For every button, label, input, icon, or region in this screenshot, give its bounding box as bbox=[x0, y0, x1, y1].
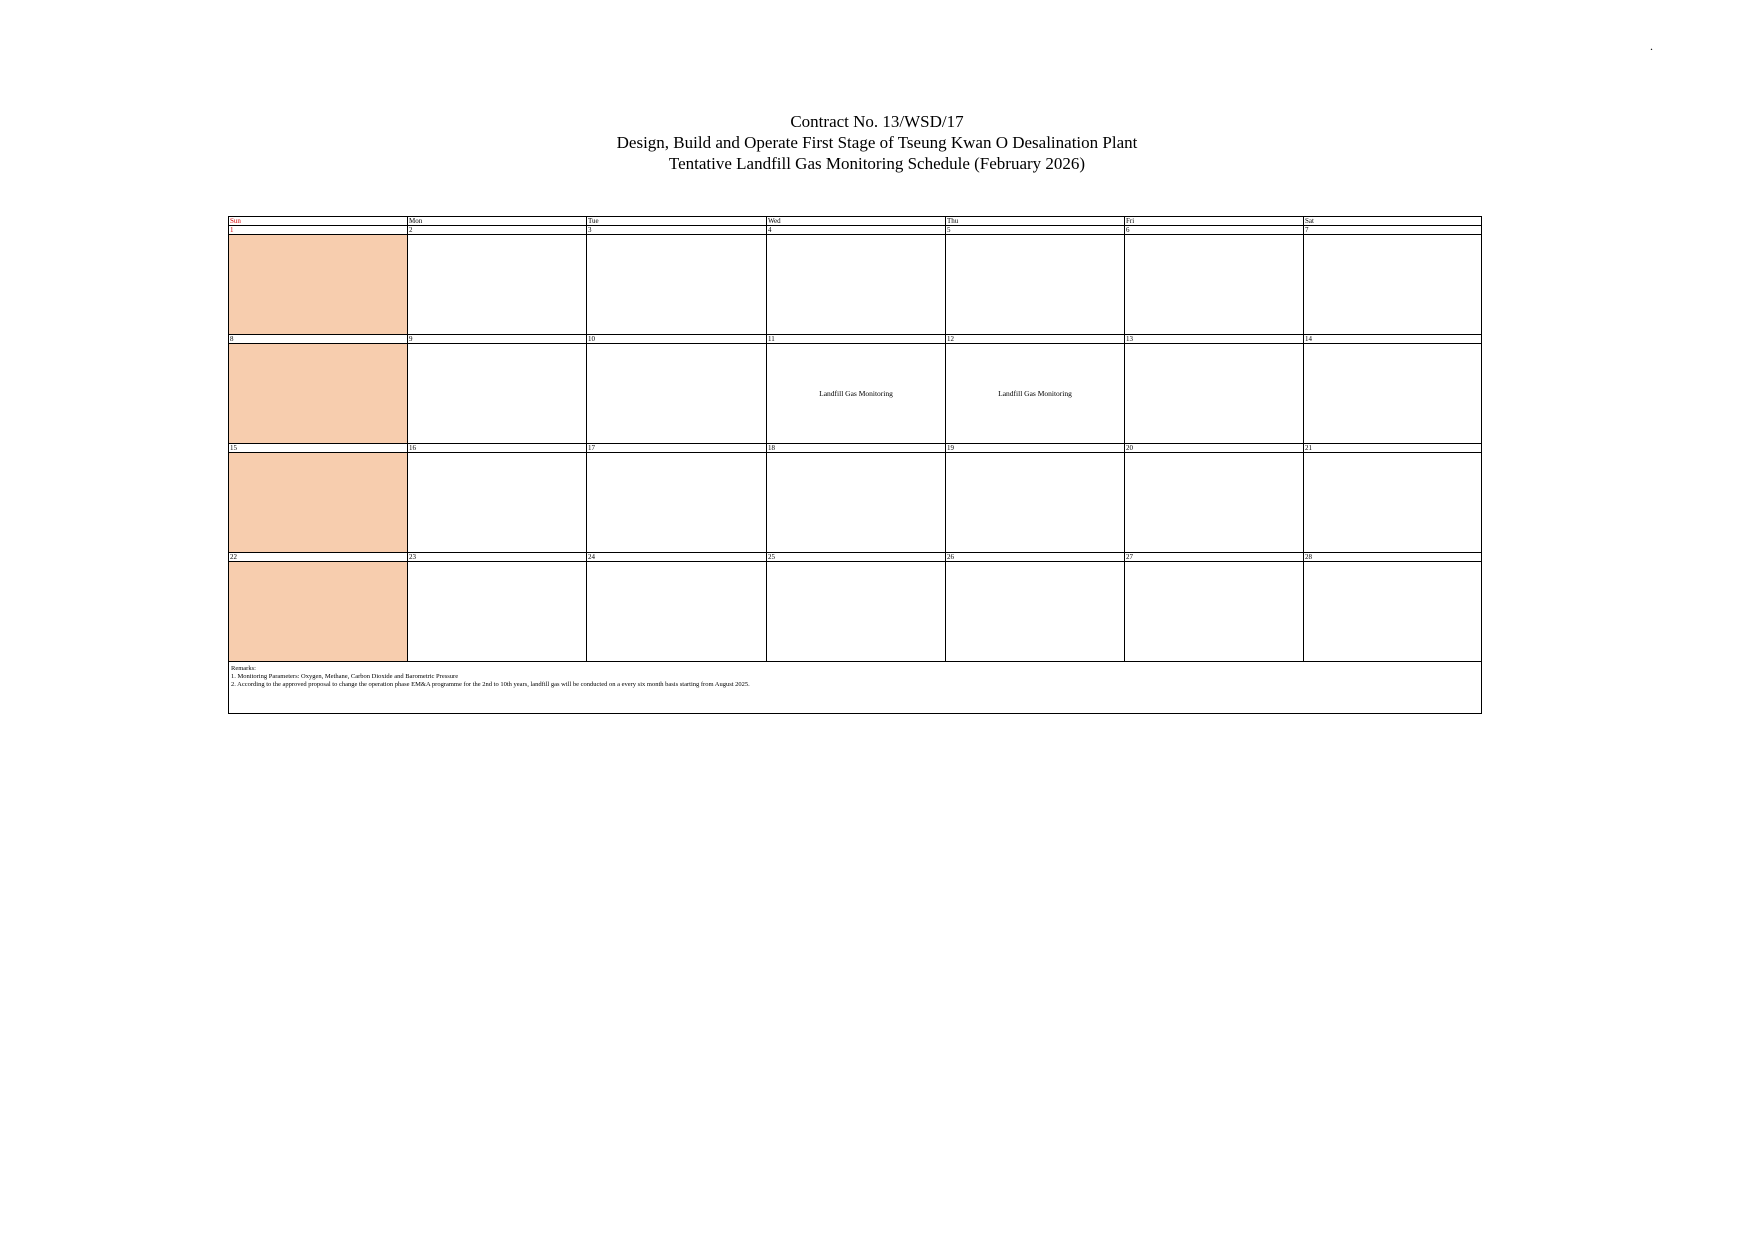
date-number: 27 bbox=[1125, 553, 1304, 562]
remarks-heading: Remarks: bbox=[231, 665, 256, 672]
monitoring-event: Landfill Gas Monitoring bbox=[946, 344, 1125, 444]
day-cell-row bbox=[229, 562, 1482, 662]
day-cell bbox=[587, 453, 767, 553]
day-cell-row bbox=[229, 453, 1482, 553]
day-cell bbox=[408, 453, 587, 553]
remarks-box bbox=[229, 662, 1482, 714]
date-number-row bbox=[229, 444, 1482, 453]
schedule-title: Tentative Landfill Gas Monitoring Schedule (February 2026) bbox=[668, 154, 1086, 173]
day-cell bbox=[587, 562, 767, 662]
weekday-header-row bbox=[229, 217, 1482, 226]
contract-number: Contract No. 13/WSD/17 bbox=[790, 112, 964, 131]
date-number: 16 bbox=[408, 444, 587, 453]
date-number: 6 bbox=[1125, 226, 1304, 235]
day-cell bbox=[946, 235, 1125, 335]
day-cell bbox=[1125, 562, 1304, 662]
date-number: 3 bbox=[587, 226, 767, 235]
weekday-header: Wed bbox=[767, 217, 946, 226]
date-number: 18 bbox=[767, 444, 946, 453]
weekday-header: Fri bbox=[1125, 217, 1304, 226]
date-number: 21 bbox=[1304, 444, 1482, 453]
day-cell bbox=[767, 562, 946, 662]
date-number-row bbox=[229, 335, 1482, 344]
sunday-cell bbox=[229, 235, 408, 335]
date-number: 24 bbox=[587, 553, 767, 562]
date-number: 2 bbox=[408, 226, 587, 235]
date-number: 17 bbox=[587, 444, 767, 453]
day-cell bbox=[587, 235, 767, 335]
date-number-row bbox=[229, 553, 1482, 562]
day-cell-row bbox=[229, 235, 1482, 335]
remark-item: 1. Monitoring Parameters: Oxygen, Methane, Carbon Dioxide and Barometric Pressure bbox=[231, 673, 459, 680]
day-cell bbox=[587, 344, 767, 444]
date-number: 23 bbox=[408, 553, 587, 562]
date-number: 26 bbox=[946, 553, 1125, 562]
date-number: 28 bbox=[1304, 553, 1482, 562]
project-name: Design, Build and Operate First Stage of Tseung Kwan O Desalination Plant bbox=[616, 133, 1138, 152]
date-number: 11 bbox=[767, 335, 946, 344]
day-cell bbox=[946, 562, 1125, 662]
date-number: 20 bbox=[1125, 444, 1304, 453]
day-cell bbox=[1304, 562, 1482, 662]
date-number-row bbox=[229, 226, 1482, 235]
date-number: 8 bbox=[229, 335, 408, 344]
date-number: 10 bbox=[587, 335, 767, 344]
day-cell bbox=[408, 562, 587, 662]
date-number: 13 bbox=[1125, 335, 1304, 344]
weekday-header: Thu bbox=[946, 217, 1125, 226]
weekday-header: Sat bbox=[1304, 217, 1482, 226]
day-cell bbox=[408, 235, 587, 335]
day-cell bbox=[946, 453, 1125, 553]
date-number: 15 bbox=[229, 444, 408, 453]
sunday-cell bbox=[229, 562, 408, 662]
document-title bbox=[0, 111, 1754, 174]
day-cell bbox=[408, 344, 587, 444]
remarks-row bbox=[229, 662, 1482, 714]
date-number: 4 bbox=[767, 226, 946, 235]
date-number: 22 bbox=[229, 553, 408, 562]
monitoring-event: Landfill Gas Monitoring bbox=[767, 344, 946, 444]
weekday-header: Sun bbox=[229, 217, 408, 226]
date-number: 12 bbox=[946, 335, 1125, 344]
day-cell bbox=[767, 235, 946, 335]
sunday-cell bbox=[229, 344, 408, 444]
remark-item: 2. According to the approved proposal to change the operation phase EM&A programme for the 2nd to 10th years, landfill gas will be conducted on a every six month basis starting from August 2025. bbox=[231, 681, 750, 688]
date-number: 14 bbox=[1304, 335, 1482, 344]
date-number: 5 bbox=[946, 226, 1125, 235]
day-cell bbox=[1304, 235, 1482, 335]
day-cell-row bbox=[229, 344, 1482, 444]
calendar-table bbox=[228, 216, 1482, 714]
day-cell bbox=[1125, 235, 1304, 335]
date-number: 19 bbox=[946, 444, 1125, 453]
day-cell bbox=[1304, 453, 1482, 553]
corner-mark: . bbox=[1650, 39, 1653, 53]
day-cell bbox=[1304, 344, 1482, 444]
day-cell bbox=[1125, 453, 1304, 553]
date-number: 7 bbox=[1304, 226, 1482, 235]
weekday-header: Tue bbox=[587, 217, 767, 226]
date-number: 1 bbox=[229, 226, 408, 235]
day-cell bbox=[1125, 344, 1304, 444]
weekday-header: Mon bbox=[408, 217, 587, 226]
date-number: 9 bbox=[408, 335, 587, 344]
date-number: 25 bbox=[767, 553, 946, 562]
sunday-cell bbox=[229, 453, 408, 553]
day-cell bbox=[767, 453, 946, 553]
